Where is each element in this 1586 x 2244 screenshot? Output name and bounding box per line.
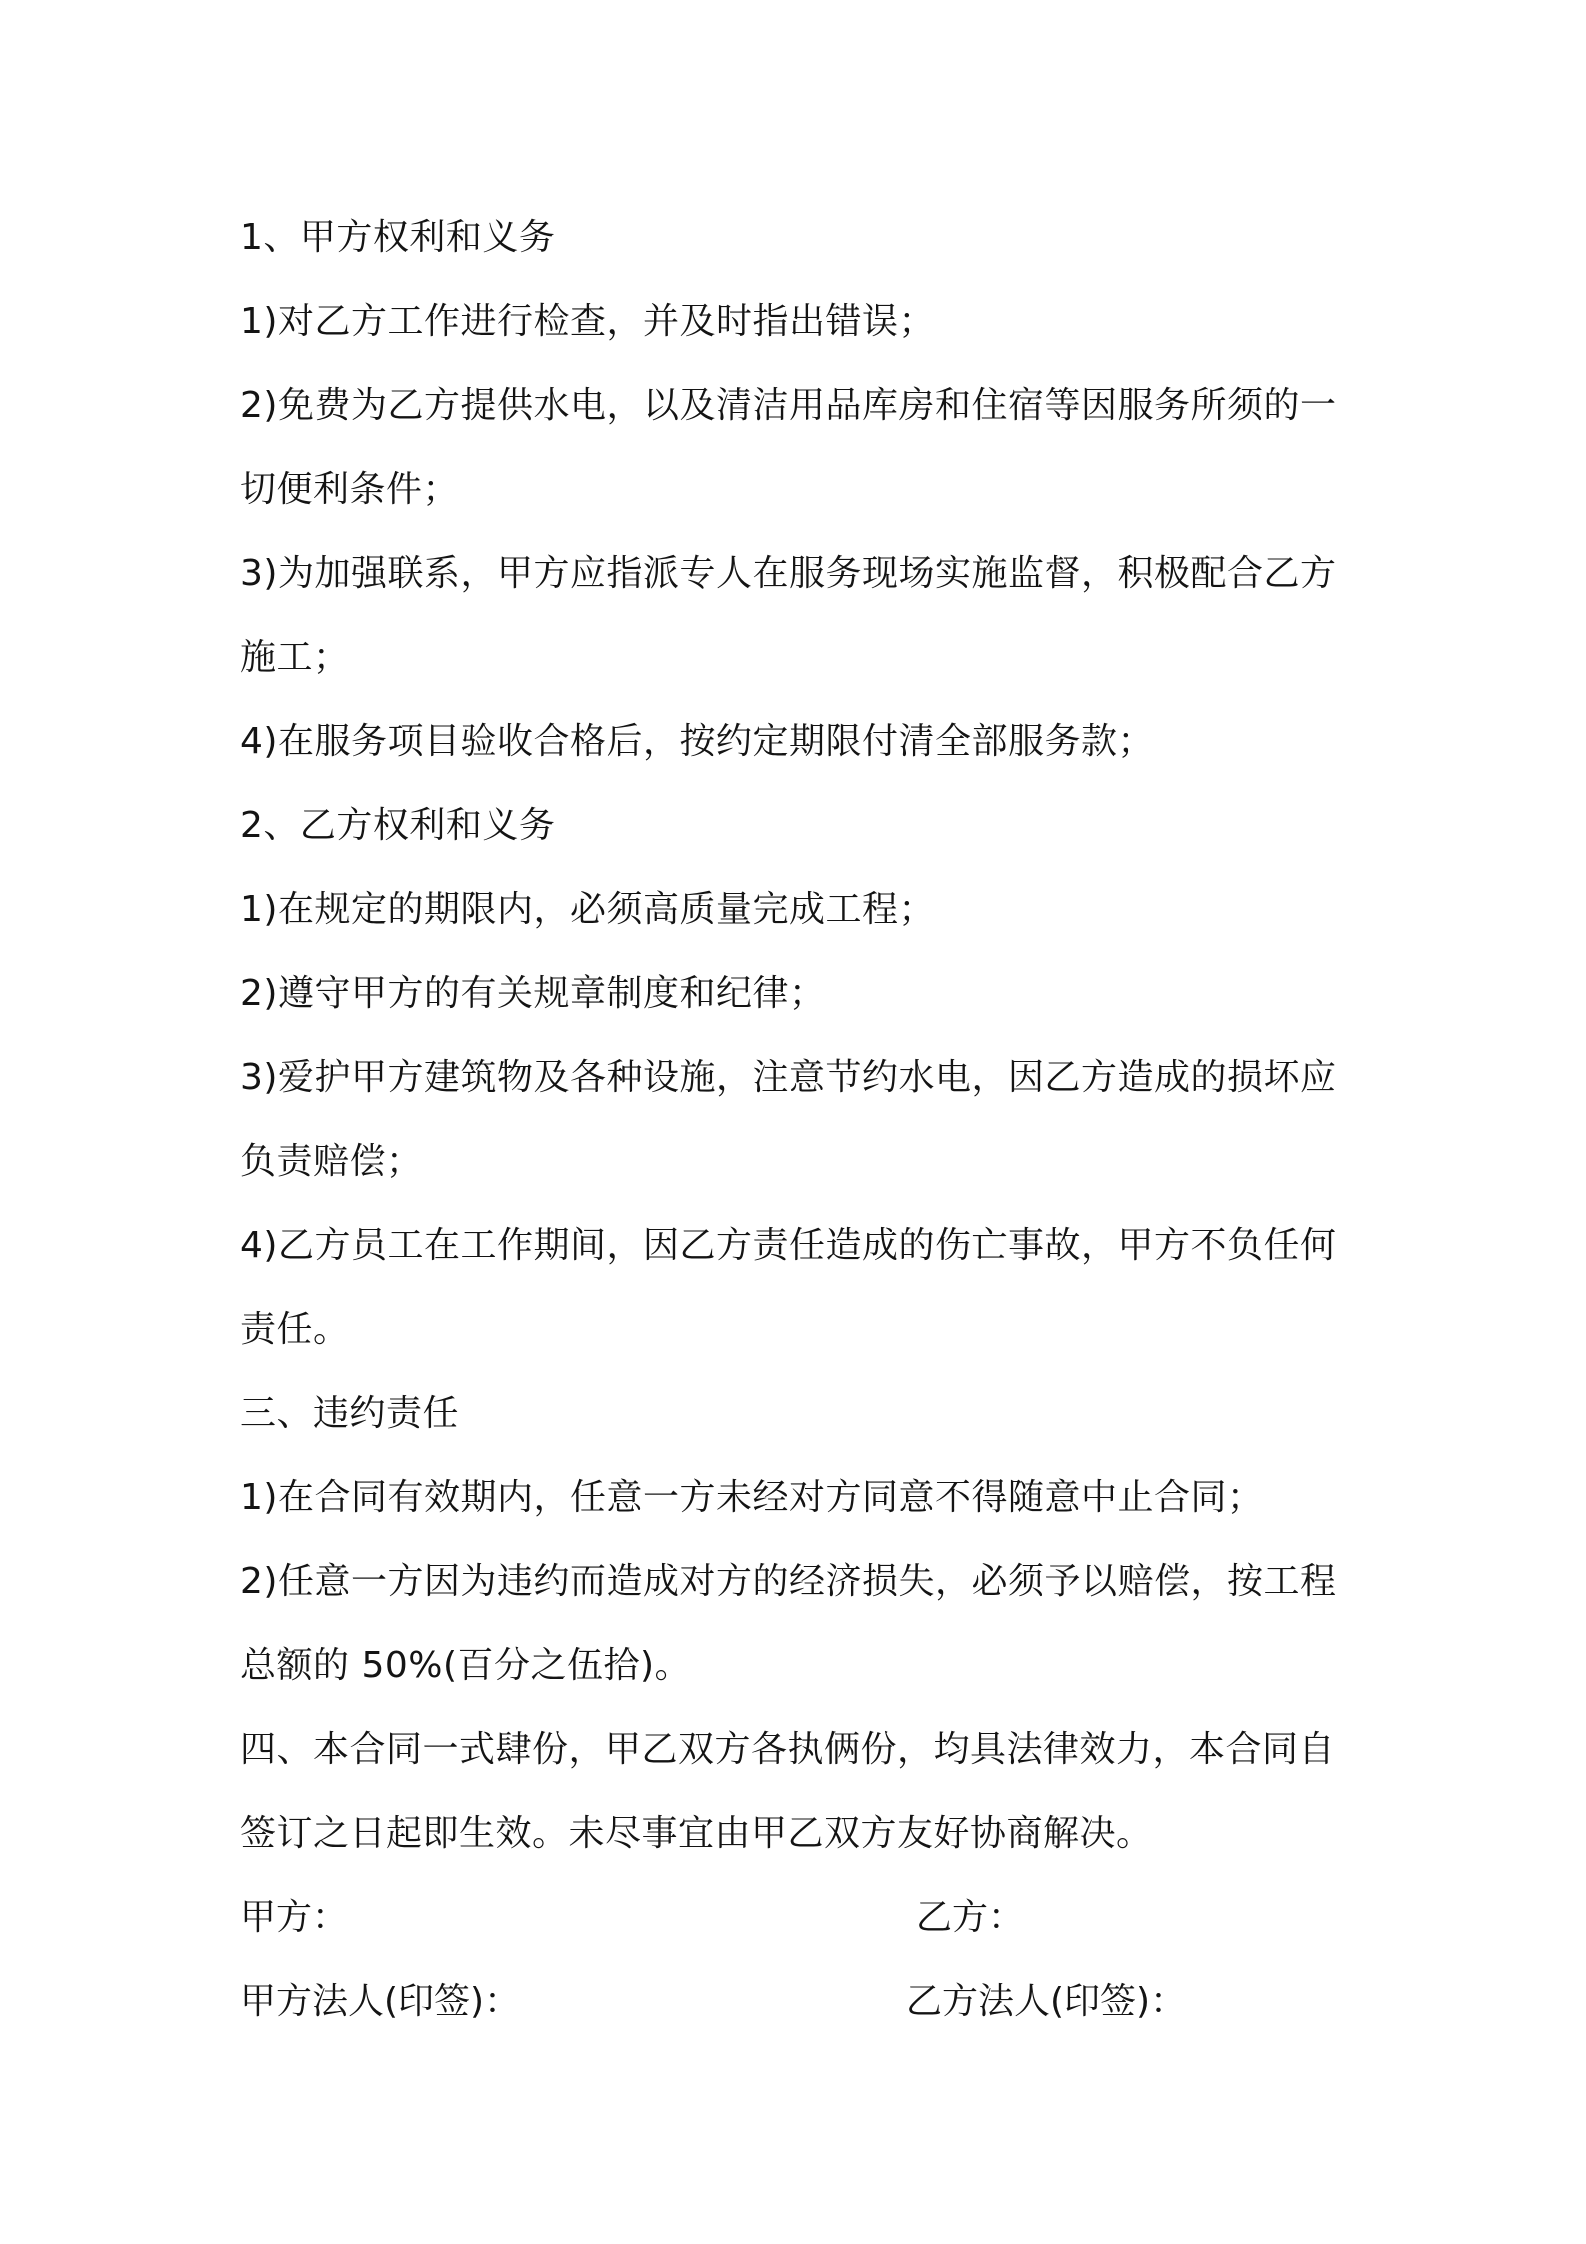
party-a-clause-4: 4)在服务项目验收合格后，按约定期限付清全部服务款； [240, 721, 1154, 762]
party-a-legal-signature-label: 甲方法人(印签)： [240, 1981, 521, 2022]
party-b-clause-3: 3)爱护甲方建筑物及各种设施，注意节约水电，因乙方造成的损坏应 [240, 1057, 1337, 1098]
party-b-clause-4-cont: 责任。 [240, 1309, 350, 1350]
section-copies: 四、本合同一式肆份，甲乙双方各执俩份，均具法律效力，本合同自 [240, 1729, 1336, 1770]
signature-row-parties [240, 1876, 1360, 1960]
party-b-legal-signature-label: 乙方法人(印签)： [906, 1981, 1187, 2022]
party-a-clause-1: 1)对乙方工作进行检查，并及时指出错误； [240, 301, 935, 342]
breach-clause-2-cont: 总额的 50%(百分之伍拾)。 [240, 1645, 692, 1686]
section-heading-breach: 三、违约责任 [240, 1393, 460, 1434]
party-b-clause-3-cont: 负责赔偿； [240, 1141, 423, 1182]
section-copies-cont: 签订之日起即生效。未尽事宜由甲乙双方友好协商解决。 [240, 1813, 1153, 1854]
section-heading-party-a: 1、甲方权利和义务 [240, 217, 556, 258]
signature-row-legal [240, 1960, 1360, 2044]
party-a-clause-2: 2)免费为乙方提供水电，以及清洁用品库房和住宿等因服务所须的一 [240, 385, 1337, 426]
party-a-clause-2-cont: 切便利条件； [240, 469, 460, 510]
party-b-clause-1: 1)在规定的期限内，必须高质量完成工程； [240, 889, 935, 930]
contract-body [240, 196, 1360, 2044]
party-a-signature-label: 甲方： [240, 1897, 349, 1938]
section-heading-party-b: 2、乙方权利和义务 [240, 805, 556, 846]
breach-clause-1: 1)在合同有效期内，任意一方未经对方同意不得随意中止合同； [240, 1477, 1264, 1518]
party-a-clause-3-cont: 施工； [240, 637, 350, 678]
party-b-signature-label: 乙方： [916, 1897, 1025, 1938]
party-a-clause-3: 3)为加强联系，甲方应指派专人在服务现场实施监督，积极配合乙方 [240, 553, 1337, 594]
party-b-clause-4: 4)乙方员工在工作期间，因乙方责任造成的伤亡事故，甲方不负任何 [240, 1225, 1337, 1266]
breach-clause-2: 2)任意一方因为违约而造成对方的经济损失，必须予以赔偿，按工程 [240, 1561, 1337, 1602]
party-b-clause-2: 2)遵守甲方的有关规章制度和纪律； [240, 973, 826, 1014]
